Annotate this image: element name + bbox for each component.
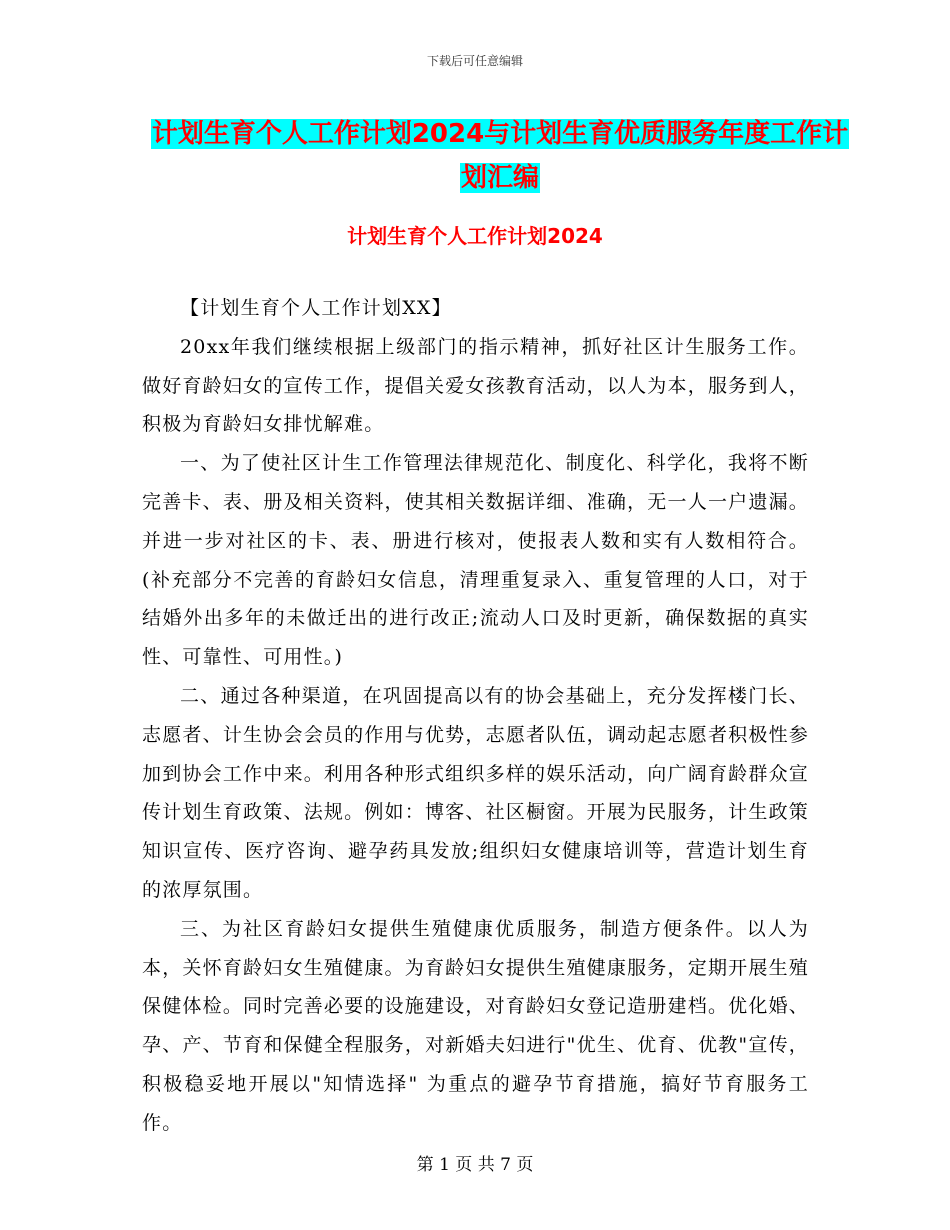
page-number-footer: 第 1 页 共 7 页 bbox=[416, 1155, 534, 1175]
header-note: 下载后可任意编辑 bbox=[426, 54, 523, 68]
paragraph: 二、通过各种渠道，在巩固提高以有的协会基础上，充分发挥楼门长、志愿者、计生协会会员的作用与优势，志愿者队伍，调动起志愿者积极性参加到协会工作中来。利用各种形式组织多样的娱乐活动，向广阔育龄群众宣传计划生育政策、法规。例如：博客、社区橱窗。开展为民服务，计生政策知识宣传、医疗咨询、避孕药具发放;组织妇女健康培训等，营造计划生育的浓厚氛围。 bbox=[142, 684, 809, 901]
body-text bbox=[142, 289, 809, 1143]
paragraph: 20xx年我们继续根据上级部门的指示精神，抓好社区计生服务工作。做好育龄妇女的宣传工作，提倡关爱女孩教育活动，以人为本，服务到人，积极为育龄妇女排忧解难。 bbox=[142, 335, 809, 436]
paragraph: 三、为社区育龄妇女提供生殖健康优质服务，制造方便条件。以人为本，关怀育龄妇女生殖健康。为育龄妇女提供生殖健康服务，定期开展生殖保健体检。同时完善必要的设施建设，对育龄妇女登记造册建档。优化婚、孕、产、节育和保健全程服务，对新婚夫妇进行"优生、优育、优教"宣传，积极稳妥地开展以"知情选择" 为重点的避孕节育措施，搞好节育服务工作。 bbox=[142, 917, 809, 1134]
paragraph-heading: 【计划生育个人工作计划XX】 bbox=[180, 297, 452, 319]
main-title bbox=[140, 112, 860, 200]
section-title: 计划生育个人工作计划2024 bbox=[347, 224, 603, 248]
paragraph: 一、为了使社区计生工作管理法律规范化、制度化、科学化，我将不断完善卡、表、册及相关资料，使其相关数据详细、准确，无一人一户遗漏。并进一步对社区的卡、表、册进行核对，使报表人数和实有人数相符合。(补充部分不完善的育龄妇女信息，清理重复录入、重复管理的人口，对于结婚外出多年的未做迁出的进行改正;流动人口及时更新，确保数据的真实性、可靠性、可用性。) bbox=[142, 452, 809, 669]
main-title-text: 计划生育个人工作计划2024与计划生育优质服务年度工作计划汇编 bbox=[151, 119, 849, 193]
